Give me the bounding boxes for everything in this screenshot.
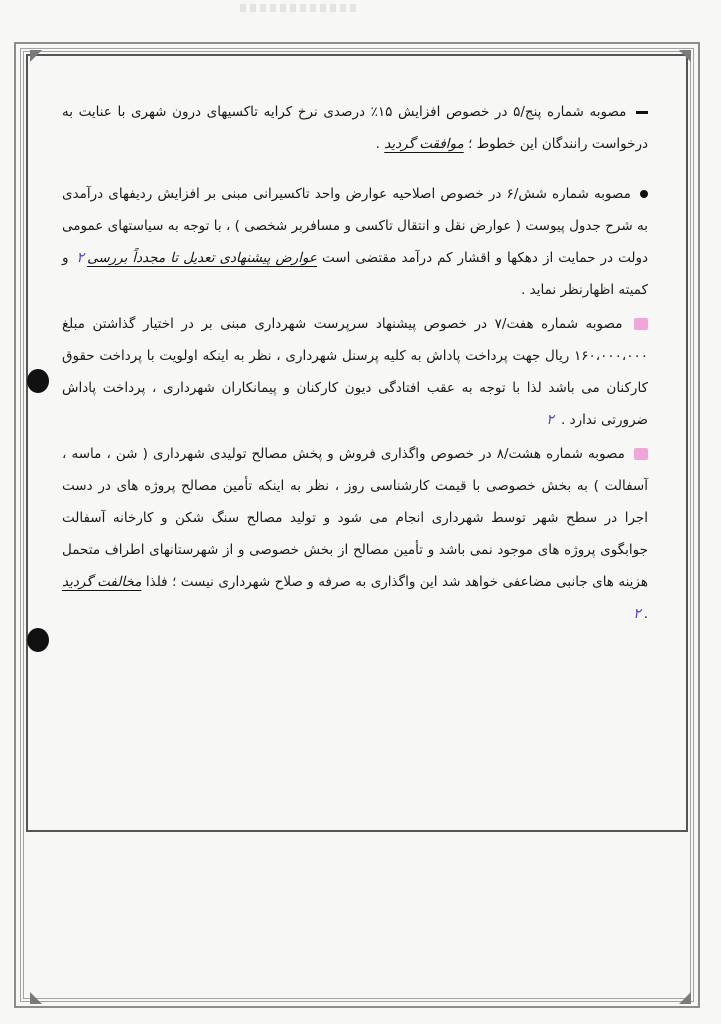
resolution-text: مصوبه شماره شش/۶ در خصوص اصلاحیه عوارض واحد تاکسیرانی مبنی بر افزایش ردیفهای درآمدی به شرح جدول پیوست ( عوارض نقل و انتقال تاکسی و مسافربر شخصی ) ، با توجه به سیاستهای عمومی دولت در حمایت از دهکها و اقشار کم درآمد مقتضی است bbox=[62, 186, 648, 266]
ink-check-mark: ۲ bbox=[546, 412, 554, 428]
punch-hole bbox=[27, 369, 49, 393]
resolution-text: مصوبه شماره هفت/۷ در خصوص پیشنهاد سرپرست شهرداری مبنی بر در اختیار گذاشتن مبلغ ۱۶۰،۰۰۰،۰۰۰ ریال جهت پرداخت پاداش به کلیه پرسنل شهرداری ، نظر به اینکه اولویت با پرداخت حقوق کارکنان می باشد لذا با توجه به عقب افتادگی دیون کارکنان و پیمانکاران شهرداری ، پرداخت پاداش ضرورتی ندارد . bbox=[62, 316, 648, 428]
resolution-5 bbox=[62, 96, 648, 160]
circle-bullet bbox=[640, 190, 648, 198]
highlight-marker bbox=[634, 448, 648, 460]
dash-bullet bbox=[636, 111, 648, 114]
corner-ornament bbox=[679, 992, 691, 1004]
resolution-text: مصوبه شماره هشت/۸ در خصوص واگذاری فروش و پخش مصالح تولیدی شهرداری ( شن ، ماسه ، آسفالت ) به بخش خصوصی با قیمت کارشناسی روز ، نظر به اینکه تأمین مصالح پروژه های در دست اجرا در سطح شهر توسط شهرداری انجام می شود و تولید مصالح سنگ شکن و کارخانه آسفالت جوابگوی پروژه های موجود نمی باشد و تأمین مصالح از بخش خصوصی و از شهرستانهای اطراف متحمل هزینه های جانبی مضاعفی خواهد شد این واگذاری به صرفه و صلاح شهرداری نیست ؛ فلذا bbox=[62, 446, 649, 590]
resolution-tail: و کمیته اظهارنظر نماید . bbox=[62, 250, 648, 298]
corner-ornament bbox=[679, 50, 691, 62]
resolution-6 bbox=[62, 178, 648, 306]
handwritten-decision: مخالفت گردید bbox=[62, 574, 142, 590]
highlight-marker bbox=[634, 318, 648, 330]
resolution-7 bbox=[62, 308, 648, 436]
ink-check-mark: ۲ bbox=[633, 606, 641, 622]
scan-artifact bbox=[240, 4, 360, 12]
resolution-text: مصوبه شماره پنج/۵ در خصوص افزایش ۱۵٪ درصدی نرخ کرایه تاکسیهای درون شهری با عنایت به درخواست رانندگان این خطوط ؛ bbox=[62, 104, 648, 152]
handwritten-decision: عوارض پیشنهادی تعدیل تا مجدداً بررسی bbox=[87, 250, 317, 266]
ink-check-mark: ۲ bbox=[76, 250, 85, 266]
resolution-8 bbox=[62, 438, 648, 630]
resolution-tail: . bbox=[643, 606, 648, 622]
resolution-tail: . bbox=[375, 136, 385, 152]
corner-ornament bbox=[30, 50, 42, 62]
corner-ornament bbox=[30, 992, 42, 1004]
handwritten-decision: موافقت گردید bbox=[384, 136, 464, 152]
punch-hole bbox=[27, 628, 49, 652]
